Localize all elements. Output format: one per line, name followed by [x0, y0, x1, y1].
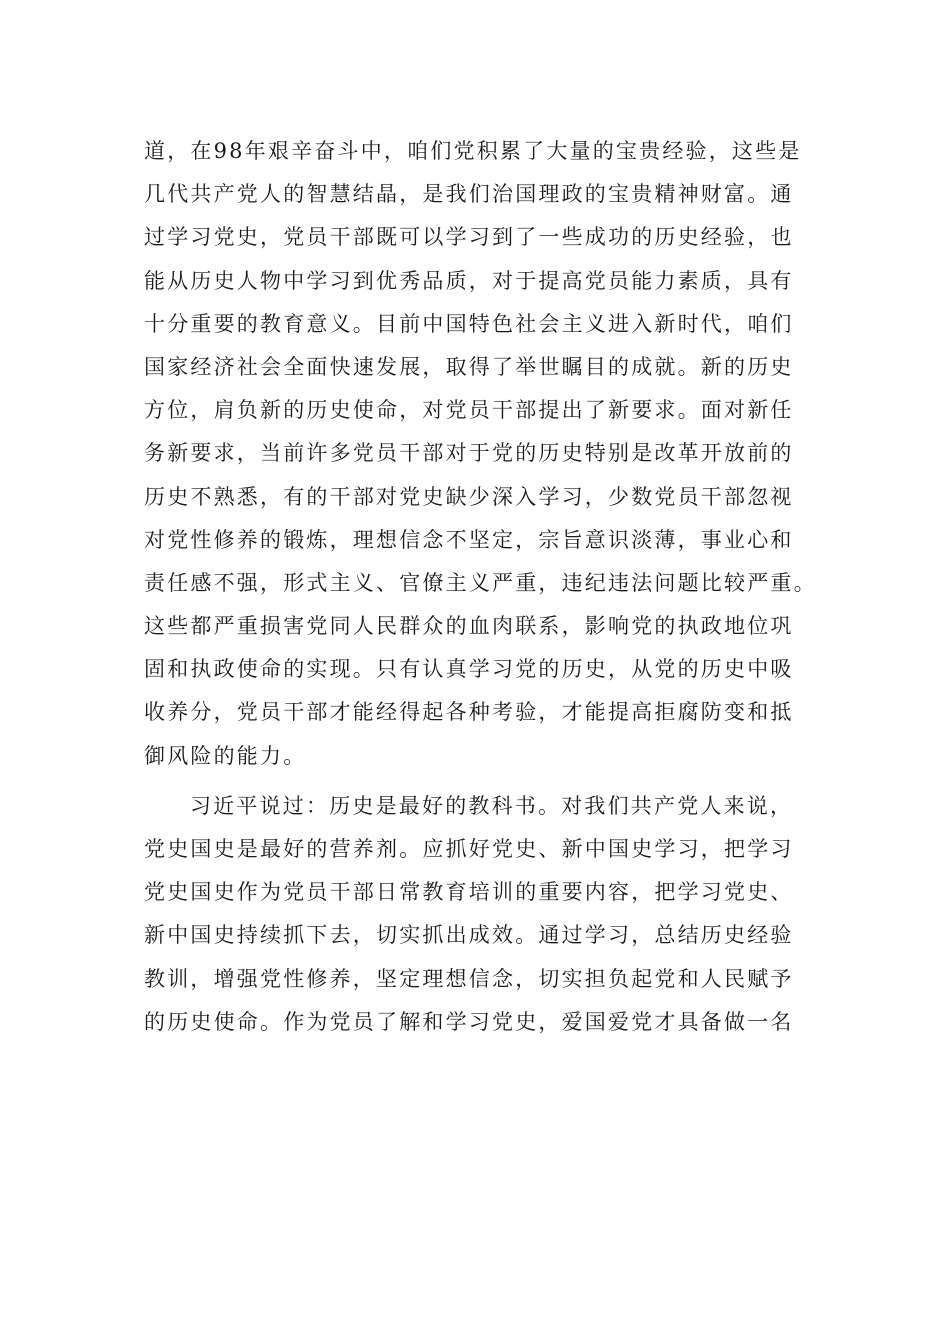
- paragraph: [144, 130, 824, 778]
- text-line: 新中国史持续抓下去，切实抓出成效。通过学习，总结历史经验: [144, 923, 794, 948]
- text-line: 道，在98年艰辛奋斗中，咱们党积累了大量的宝贵经验，这些是: [144, 139, 802, 163]
- text-line: 过学习党史，党员干部既可以学习到了一些成功的历史经验，也: [144, 225, 794, 250]
- text-line: 党史国史作为党员干部日常教育培训的重要内容，把学习党史、: [144, 880, 794, 905]
- text-line: 这些都严重损害党同人民群众的血肉联系，影响党的执政地位巩: [144, 614, 794, 639]
- text-line: 责任感不强，形式主义、官僚主义严重，违纪违法问题比较严重。: [144, 570, 817, 595]
- text-line: 能从历史人物中学习到优秀品质，对于提高党员能力素质，具有: [144, 268, 794, 293]
- text-line: 教训，增强党性修养，坚定理想信念，切实担负起党和人民赋予: [144, 966, 794, 991]
- text-line: 历史不熟悉，有的干部对党史缺少深入学习，少数党员干部忽视: [144, 484, 794, 509]
- document-body: [144, 130, 824, 1044]
- paragraph: [144, 785, 824, 1044]
- text-line: 务新要求，当前许多党员干部对于党的历史特别是改革开放前的: [144, 441, 794, 466]
- text-line: 国家经济社会全面快速发展，取得了举世瞩目的成就。新的历史: [144, 354, 794, 379]
- paragraph-gap: [144, 778, 824, 785]
- text-line: 方位，肩负新的历史使命，对党员干部提出了新要求。面对新任: [144, 398, 794, 423]
- text-line: 收养分，党员干部才能经得起各种考验，才能提高拒腐防变和抵: [144, 700, 794, 725]
- text-line: 几代共产党人的智慧结晶，是我们治国理政的宝贵精神财富。通: [144, 182, 794, 207]
- text-line: 对党性修养的锻炼，理想信念不坚定，宗旨意识淡薄，事业心和: [144, 527, 794, 552]
- text-line: 十分重要的教育意义。目前中国特色社会主义进入新时代，咱们: [144, 311, 794, 336]
- text-line: 固和执政使命的实现。只有认真学习党的历史，从党的历史中吸: [144, 657, 794, 682]
- text-line: 习近平说过：历史是最好的教科书。对我们共产党人来说，: [190, 793, 794, 818]
- text-line: 御风险的能力。: [144, 743, 307, 768]
- text-line: 党史国史是最好的营养剂。应抓好党史、新中国史学习，把学习: [144, 837, 794, 861]
- text-line: 的历史使命。作为党员了解和学习党史，爱国爱党才具备做一名: [144, 1009, 794, 1034]
